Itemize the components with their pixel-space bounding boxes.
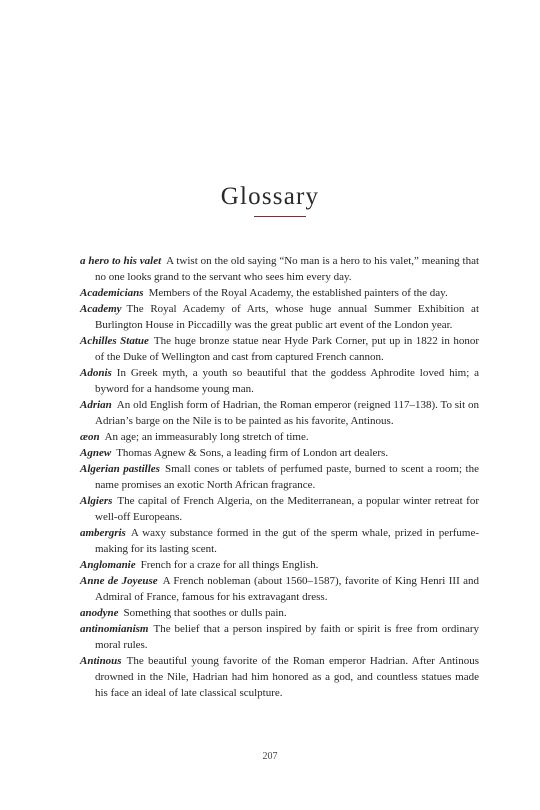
glossary-entry [80,333,479,365]
glossary-term: anodyne [80,607,119,619]
glossary-definition: The beautiful young favorite of the Roman emperor Hadrian. After Antinous drowned in the Nile, Hadrian had him honored as a god, and countless statues made his face an ideal of late classical sculpture. [95,655,479,699]
glossary-list [80,253,479,701]
glossary-entry [80,461,479,493]
glossary-term: æon [80,431,100,443]
glossary-entry [80,365,479,397]
glossary-entry [80,605,479,621]
glossary-definition: Members of the Royal Academy, the established painters of the day. [148,287,448,299]
glossary-entry [80,621,479,653]
page-title: Glossary [220,182,320,210]
glossary-entry [80,445,479,461]
glossary-definition: Small cones or tablets of perfumed paste, burned to scent a room; the name promises an exotic North African fragrance. [95,463,479,491]
glossary-term: Antinous [80,655,122,667]
glossary-term: a hero to his valet [80,255,162,267]
page-number: 207 [262,751,278,762]
glossary-term: antinomianism [80,623,149,635]
glossary-definition: An age; an immeasurably long stretch of time. [104,431,309,443]
glossary-term: Academy [80,303,122,315]
glossary-definition: Thomas Agnew & Sons, a leading firm of London art dealers. [116,447,389,459]
glossary-entry [80,253,479,285]
glossary-definition: A twist on the old saying “No man is a hero to his valet,” meaning that no one looks grand to the servant who sees him every day. [95,255,480,283]
glossary-entry [80,557,479,573]
title-divider [254,216,306,217]
glossary-definition: The huge bronze statue near Hyde Park Corner, put up in 1822 in honor of the Duke of Wellington and cast from captured French cannon. [95,335,479,363]
glossary-term: Algerian pastilles [80,463,160,475]
glossary-definition: A French nobleman (about 1560–1587), favorite of King Henri III and Admiral of France, famous for his extravagant dress. [95,575,479,603]
glossary-entry [80,653,479,701]
glossary-entry [80,301,479,333]
glossary-definition: The capital of French Algeria, on the Mediterranean, a popular winter retreat for well-off Europeans. [95,495,479,523]
glossary-term: Adonis [80,367,112,379]
glossary-definition: An old English form of Hadrian, the Roman emperor (reigned 117–138). To sit on Adrian’s barge on the Nile is to be painted as his favorite, Antinous. [95,399,479,427]
glossary-definition: The Royal Academy of Arts, whose huge annual Summer Exhibition at Burlington House in Piccadilly was the great public art event of the London year. [95,303,479,331]
glossary-term: Achilles Statue [80,335,149,347]
glossary-entry [80,429,479,445]
glossary-term: Anne de Joyeuse [80,575,158,587]
glossary-definition: The belief that a person inspired by faith or spirit is free from ordinary moral rules. [95,623,479,651]
glossary-entry [80,397,479,429]
glossary-term: Academicians [80,287,144,299]
glossary-entry [80,573,479,605]
glossary-term: Algiers [80,495,113,507]
glossary-term: Anglomanie [80,559,136,571]
glossary-term: Adrian [80,399,112,411]
glossary-definition: French for a craze for all things English. [140,559,319,571]
glossary-entry [80,525,479,557]
glossary-definition: Something that soothes or dulls pain. [123,607,287,619]
glossary-term: Agnew [80,447,112,459]
glossary-definition: In Greek myth, a youth so beautiful that the goddess Aphrodite loved him; a byword for a handsome young man. [95,367,479,395]
glossary-term: ambergris [80,527,126,539]
glossary-entry [80,493,479,525]
glossary-entry [80,285,479,301]
glossary-definition: A waxy substance formed in the gut of the sperm whale, prized in perfume-making for its lasting scent. [95,527,479,555]
